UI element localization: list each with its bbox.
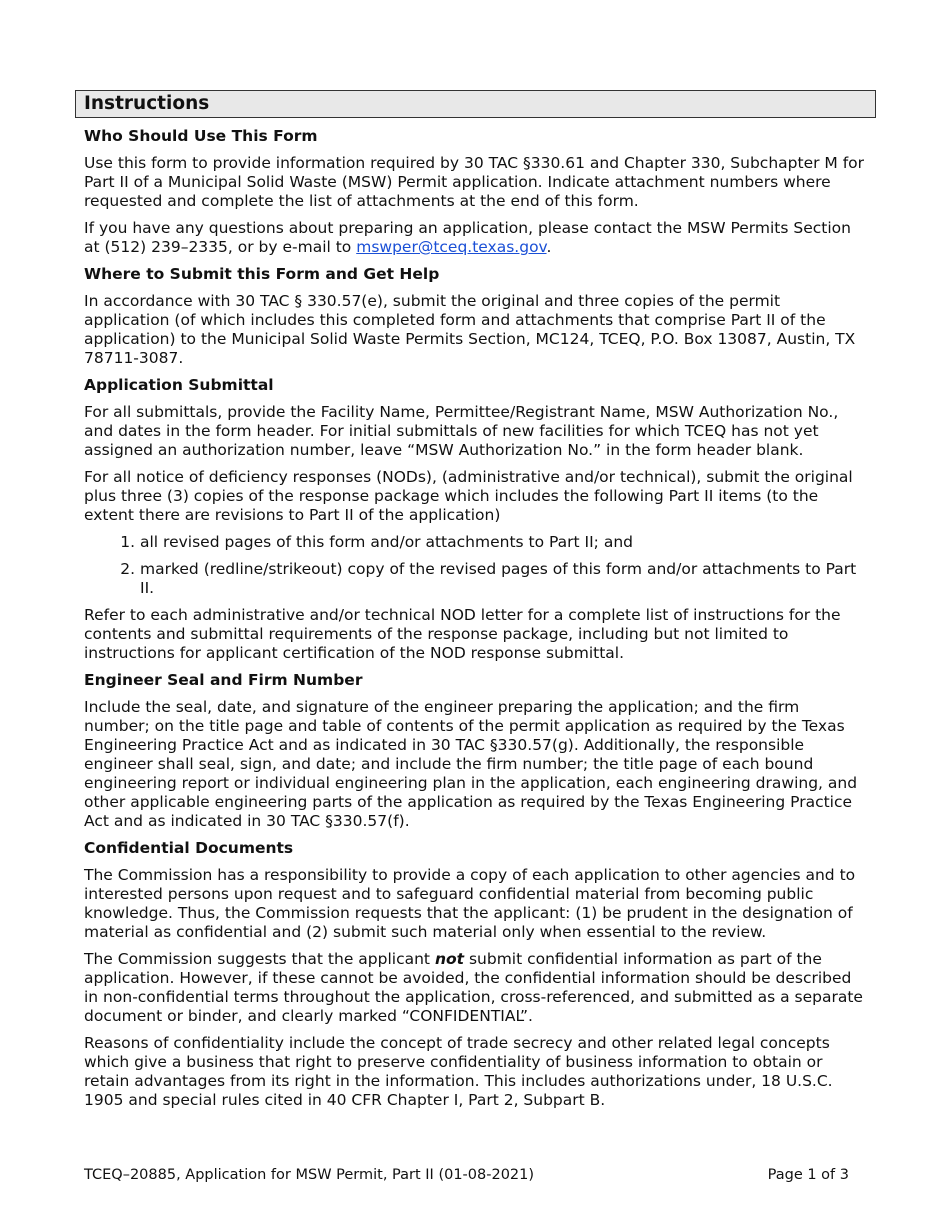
submittal-list — [84, 533, 866, 598]
instructions-content — [84, 127, 866, 1118]
section-heading: Application Submittal — [84, 376, 274, 394]
email-link[interactable]: mswper@tceq.texas.gov — [356, 238, 547, 256]
paragraph: Include the seal, date, and signature of the engineer preparing the application; and the firm number; on the title page and table of contents of the permit application as required by the Texas Engineering Practice Act and as indicated in 30 TAC §330.57(g). Additionally, the responsible engineer shall seal, sign, and date; and include the firm number; the title page of each bound engineering report or individual engineering plan in the application, each engineering drawing, and other applicable engineering parts of the application as required by the Texas Engineering Practice Act and as indicated in 30 TAC §330.57(f). — [84, 698, 858, 830]
page-footer — [84, 1167, 849, 1183]
section-engineer-seal — [84, 671, 866, 831]
text: submit confidential information as part of the application. However, if these cannot be avoided, the confidential information should be described in non-confidential terms throughout the application, cross-referenced, and submitted as a separate document or binder, and clearly marked “CONFIDENTIAL”. — [84, 950, 863, 1025]
form-identifier: TCEQ–20885, Application for MSW Permit, Part II (01-08-2021) — [84, 1167, 535, 1183]
section-who-should-use — [84, 127, 866, 257]
section-heading: Confidential Documents — [84, 839, 294, 857]
section-confidential-documents — [84, 839, 866, 1110]
text: The Commission suggests that the applicant — [84, 950, 435, 968]
paragraph: Refer to each administrative and/or technical NOD letter for a complete list of instructions for the contents and submittal requirements of the response package, including but not limited to instructions for applicant certification of the NOD response submittal. — [84, 606, 841, 662]
page-title: Instructions — [84, 93, 210, 114]
section-heading: Engineer Seal and Firm Number — [84, 671, 363, 689]
contact-paragraph — [84, 219, 866, 257]
paragraph: For all submittals, provide the Facility Name, Permittee/Registrant Name, MSW Authorization No., and dates in the form header. For initial submittals of new facilities for which TCEQ has not yet assigned an authorization number, leave “MSW Authorization No.” in the form header blank. — [84, 403, 839, 459]
emphasis: not — [434, 950, 465, 968]
section-where-to-submit — [84, 265, 866, 368]
paragraph: Use this form to provide information required by 30 TAC §330.61 and Chapter 330, Subchapter M for Part II of a Municipal Solid Waste (MSW) Permit application. Indicate attachment numbers where requested and complete the list of attachments at the end of this form. — [84, 154, 865, 210]
section-application-submittal — [84, 376, 866, 663]
page-number: Page 1 of 3 — [767, 1167, 849, 1183]
paragraph: Reasons of confidentiality include the concept of trade secrecy and other related legal concepts which give a business that right to preserve confidentiality of business information to obtain or retain advantages from its right in the information. This includes authorizations under, 18 U.S.C. 1905 and special rules cited in 40 CFR Chapter I, Part 2, Subpart B. — [84, 1034, 833, 1109]
instructions-banner — [75, 90, 876, 118]
list-item: 1. all revised pages of this form and/or attachments to Part II; and — [140, 533, 866, 552]
paragraph: The Commission has a responsibility to provide a copy of each application to other agencies and to interested persons upon request and to safeguard confidential material from becoming public knowledge. Thus, the Commission requests that the applicant: (1) be prudent in the designation of material as confidential and (2) submit such material only when essential to the review. — [84, 866, 856, 941]
text: If you have any questions about preparing an application, please contact the MSW Permits Section at (512) 239–2335, or by e-mail to — [84, 219, 851, 256]
text: . — [546, 238, 552, 256]
list-item: 2. marked (redline/strikeout) copy of the revised pages of this form and/or attachments to Part II. — [140, 560, 866, 598]
paragraph: In accordance with 30 TAC § 330.57(e), submit the original and three copies of the permit application (of which includes this completed form and attachments that comprise Part II of the application) to the Municipal Solid Waste Permits Section, MC124, TCEQ, P.O. Box 13087, Austin, TX 78711-3087. — [84, 292, 856, 367]
paragraph: For all notice of deficiency responses (NODs), (administrative and/or technical), submit the original plus three (3) copies of the response package which includes the following Part II items (to the extent there are revisions to Part II of the application) — [84, 468, 853, 524]
paragraph — [84, 950, 866, 1026]
section-heading: Who Should Use This Form — [84, 127, 318, 145]
section-heading: Where to Submit this Form and Get Help — [84, 265, 440, 283]
